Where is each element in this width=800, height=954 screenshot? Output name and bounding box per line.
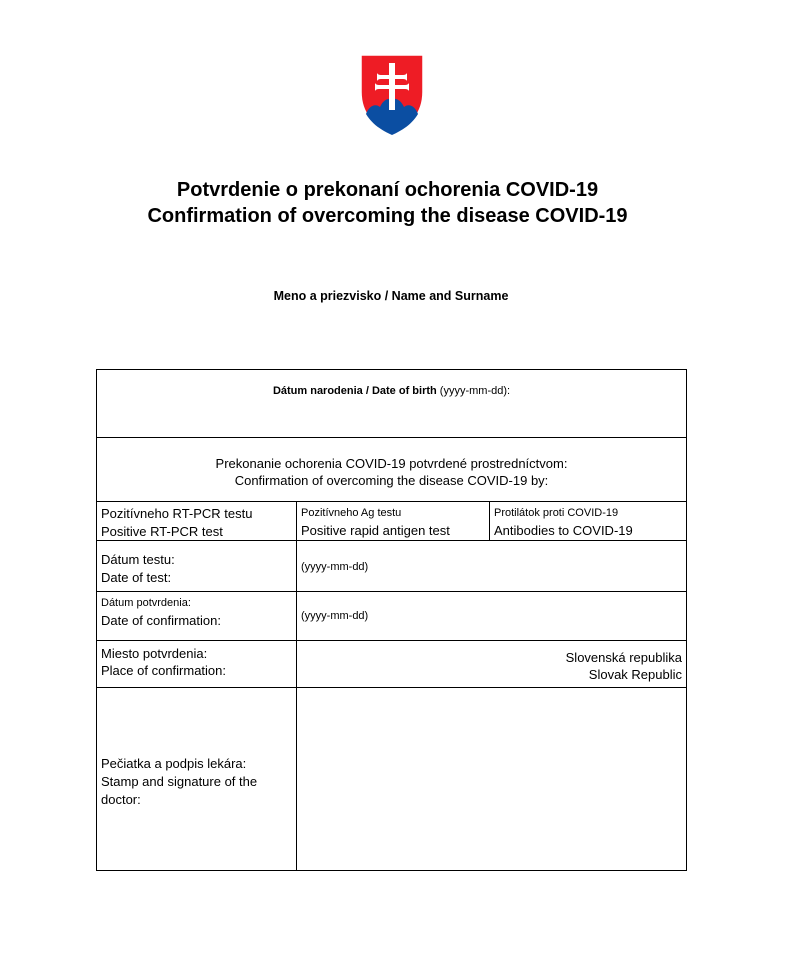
confirmation-date-label-sk: Dátum potvrdenia: xyxy=(101,597,191,609)
test-date-value: (yyyy-mm-dd) xyxy=(301,561,369,573)
method-rt-pcr-cell[interactable] xyxy=(96,501,297,541)
stamp-label-cell xyxy=(96,687,297,871)
method-antibodies-sk: Protilátok proti COVID-19 xyxy=(494,507,619,519)
test-date-value-cell[interactable] xyxy=(296,540,687,592)
method-antigen-cell[interactable] xyxy=(296,501,490,541)
place-label-cell xyxy=(96,640,297,688)
stamp-label-en-line2: doctor: xyxy=(101,792,141,807)
dob-cell xyxy=(96,369,687,438)
confirmed-by-cell xyxy=(96,437,687,502)
place-value-cell xyxy=(296,640,687,688)
place-value-en: Slovak Republic xyxy=(588,667,682,682)
stamp-signature-area[interactable] xyxy=(296,687,687,871)
place-value-sk: Slovenská republika xyxy=(565,650,682,665)
confirmation-date-value: (yyyy-mm-dd) xyxy=(301,610,369,622)
test-date-label-sk: Dátum testu: xyxy=(101,552,175,567)
method-antigen-sk: Pozitívneho Ag testu xyxy=(301,507,402,519)
confirmation-date-value-cell[interactable] xyxy=(296,591,687,641)
test-date-label-en: Date of test: xyxy=(101,570,172,585)
method-rt-pcr-sk: Pozitívneho RT-PCR testu xyxy=(101,506,253,521)
place-label-en: Place of confirmation: xyxy=(101,663,227,678)
place-label-sk: Miesto potvrdenia: xyxy=(101,646,208,661)
confirmed-by-en: Confirmation of overcoming the disease COVID-19 by: xyxy=(234,473,549,488)
name-label: Meno a priezvisko / Name and Surname xyxy=(273,289,509,303)
stamp-label-en-line1: Stamp and signature of the xyxy=(101,774,258,789)
stamp-label-sk: Pečiatka a podpis lekára: xyxy=(101,756,247,771)
dob-label xyxy=(97,384,686,399)
document-title-sk: Potvrdenie o prekonaní ochorenia COVID-19 xyxy=(176,179,599,201)
confirmed-by-sk: Prekonanie ochorenia COVID-19 potvrdené prostredníctvom: xyxy=(215,456,568,471)
confirmation-date-label-en: Date of confirmation: xyxy=(101,613,221,628)
test-date-label-cell xyxy=(96,540,297,592)
dob-label-bold: Dátum narodenia / Date of birth xyxy=(272,385,437,397)
dob-format: (yyyy-mm-dd): xyxy=(436,385,511,397)
confirmation-date-label-cell xyxy=(96,591,297,641)
method-antibodies-cell[interactable] xyxy=(489,501,687,541)
method-antibodies-en: Antibodies to COVID-19 xyxy=(494,523,633,538)
slovak-coat-of-arms-icon xyxy=(360,54,424,136)
method-antigen-en: Positive rapid antigen test xyxy=(301,523,450,538)
method-rt-pcr-en: Positive RT-PCR test xyxy=(101,524,223,539)
document-title-en: Confirmation of overcoming the disease COVID-19 xyxy=(147,205,628,227)
